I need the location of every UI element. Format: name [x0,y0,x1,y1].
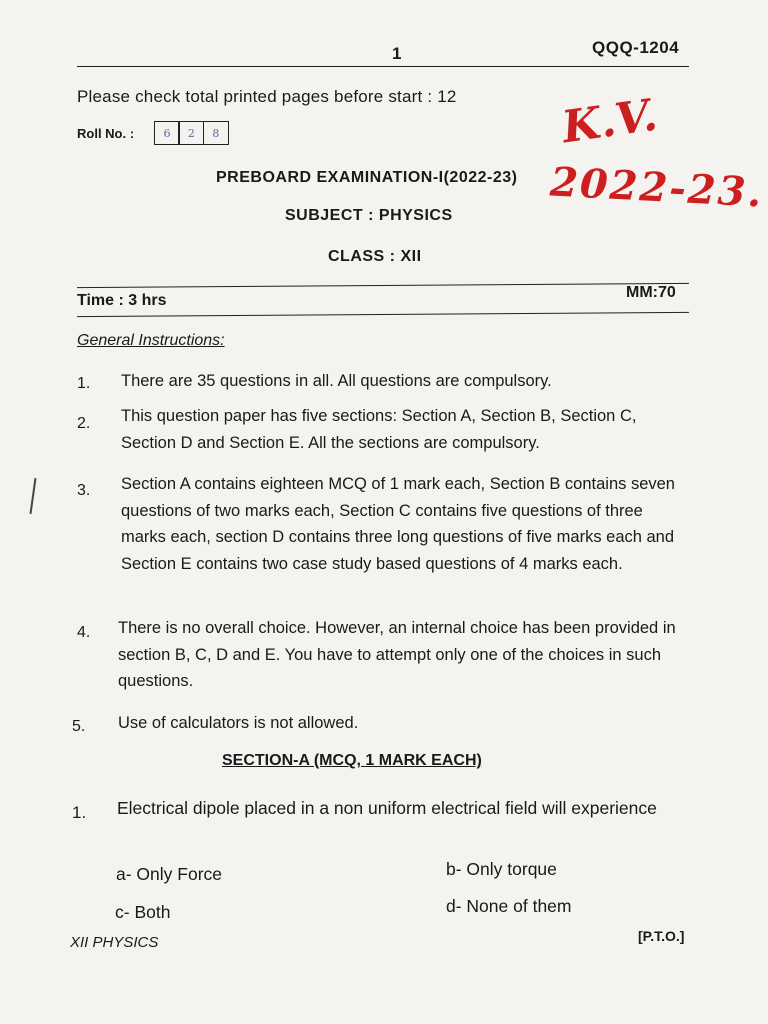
margin-pencil-mark [30,478,37,514]
instruction-number: 5. [72,718,86,735]
header-rule [77,66,689,67]
question-number: 1. [72,803,87,822]
section-a-heading: SECTION-A (MCQ, 1 MARK EACH) [222,752,482,769]
instruction-text: There are 35 questions in all. All questions are compulsory. [121,372,552,390]
instruction-text: Use of calculators is not allowed. [118,714,359,732]
max-marks: MM:70 [626,284,676,301]
option-b: b- Only torque [446,859,557,879]
roll-digit-box: 2 [178,121,204,145]
instruction-number: 4. [77,624,91,641]
paper-code: QQQ-1204 [592,38,680,57]
exam-subject: SUBJECT : PHYSICS [285,207,453,224]
handwritten-school-mark: K.V. [558,89,661,154]
option-d: d- None of them [446,896,572,916]
roll-number-boxes [154,121,227,145]
instruction-number: 1. [77,375,91,392]
time-rule-top [77,283,689,288]
option-c: c- Both [115,902,171,922]
handwritten-year-mark: 2022-23. [548,158,765,217]
instruction-text: There is no overall choice. However, an internal choice has been provided in section B, C, D and E. You have to attempt only one of the choices in such questions. [118,619,676,690]
exam-time: Time : 3 hrs [77,292,167,309]
instructions-heading: General Instructions: [77,332,225,349]
roll-number-label: Roll No. : [77,126,135,141]
instruction-text: This question paper has five sections: Section A, Section B, Section C, Section D and Section E. All the sections are compulsory. [121,407,637,452]
roll-digit-box: 6 [154,121,180,145]
instruction-text: Section A contains eighteen MCQ of 1 mark each, Section B contains seven questions of two marks each, Section C contains five questions of three marks each, section D contains three long questions of five marks each and Section E contains two case study based questions of 4 marks each. [121,475,675,573]
exam-class: CLASS : XII [328,248,422,265]
roll-digit-box: 8 [203,121,229,145]
time-rule-bottom [77,312,689,317]
instruction-number: 2. [77,415,91,432]
instruction-number: 3. [77,482,91,499]
page-number: 1 [392,44,402,63]
check-pages-note: Please check total printed pages before start : 12 [77,87,457,106]
footer-subject: XII PHYSICS [70,934,159,951]
option-a: a- Only Force [116,864,222,884]
exam-title: PREBOARD EXAMINATION-I(2022-23) [216,169,518,186]
question-text: Electrical dipole placed in a non uniform electrical field will experience [117,798,657,818]
footer-pto: [P.T.O.] [638,928,685,944]
